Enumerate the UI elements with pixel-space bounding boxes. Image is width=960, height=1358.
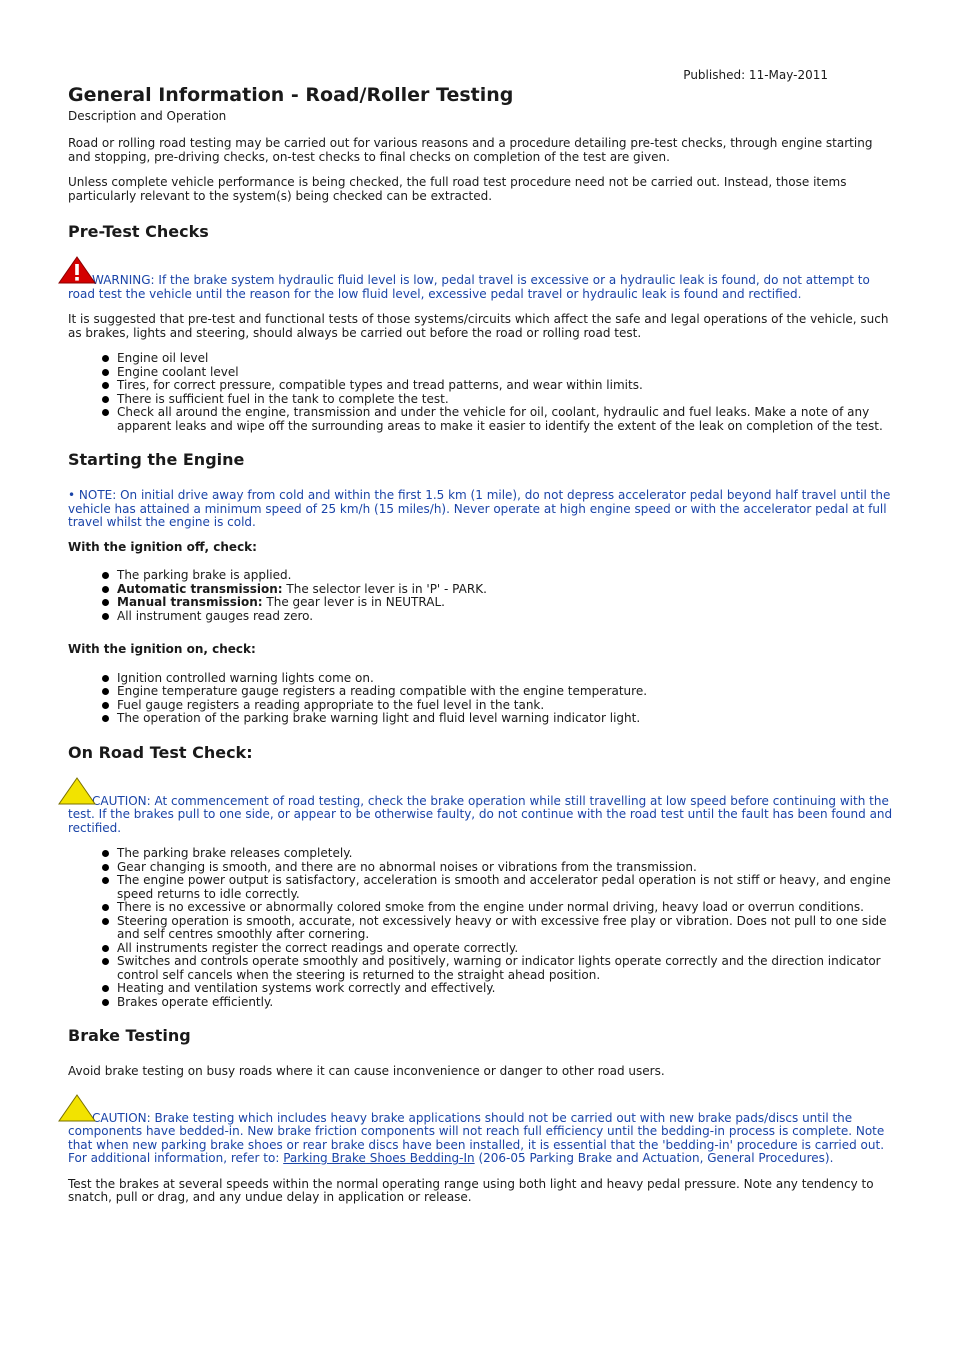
ignition-off-list	[68, 569, 894, 623]
item-text: The selector lever is in 'P' - PARK.	[282, 581, 487, 596]
brake-paragraph-1: Avoid brake testing on busy roads where it can cause inconvenience or danger to other road users.	[68, 1064, 665, 1078]
list-item: Engine oil level	[68, 352, 894, 366]
reference-prefix: For additional information, refer to:	[68, 1151, 284, 1165]
pretest-paragraph: It is suggested that pre-test and functional tests of those systems/circuits which affect the safe and legal operations of the vehicle, such as brakes, lights and steering, should always be carried out before the road or rolling road test.	[68, 312, 889, 340]
list-item: Fuel gauge registers a reading appropriate to the fuel level in the tank.	[68, 699, 894, 713]
list-item	[68, 596, 894, 610]
list-item: All instrument gauges read zero.	[68, 610, 894, 624]
bedding-in-link[interactable]: Parking Brake Shoes Bedding-In	[283, 1151, 475, 1165]
warning-block	[68, 274, 894, 301]
caution-block	[68, 1112, 894, 1166]
pretest-heading: Pre-Test Checks	[68, 222, 209, 241]
item-label: Manual transmission:	[117, 595, 263, 609]
list-item: Gear changing is smooth, and there are no abnormal noises or vibrations from the transmission.	[68, 861, 894, 875]
ignition-on-list	[68, 672, 894, 726]
page-title: General Information - Road/Roller Testing	[68, 84, 514, 106]
caution-text: CAUTION: Brake testing which includes heavy brake applications should not be carried out with new brake pads/discs until the components have bedded-in. New brake friction components will not reach full efficiency until the bedding-in process is complete. Note that when new parking brake shoes or rear brake discs have been installed, it is essential that the 'bedding-in' procedure is carried out.	[68, 1110, 885, 1152]
list-item: Steering operation is smooth, accurate, not excessively heavy or with excessive free play or vibration. Does not pull to one side and self centres smoothly after cornering.	[68, 915, 894, 942]
list-item: Engine temperature gauge registers a reading compatible with the engine temperature.	[68, 685, 894, 699]
warning-text: WARNING: If the brake system hydraulic fluid level is low, pedal travel is excessive or a hydraulic leak is found, do not attempt to road test the vehicle until the reason for the low fluid level, excessive pedal travel or hydraulic leak is found and rectified.	[68, 273, 870, 301]
item-label: Automatic transmission:	[117, 581, 283, 596]
brake-paragraph-2: Test the brakes at several speeds within the normal operating range using both light and heavy pedal pressure. Note any tendency to snatch, pull or drag, and any undue delay in application or release.	[68, 1176, 874, 1204]
item-text: The gear lever is in NEUTRAL.	[262, 595, 445, 609]
list-item: Ignition controlled warning lights come on.	[68, 672, 894, 686]
note-text: • NOTE: On initial drive away from cold and within the first 1.5 km (1 mile), do not depress accelerator pedal beyond half travel until the vehicle has attained a minimum speed of 25 km/h (15 miles/h). Never operate at high engine speed or with the accelerator pedal at full travel whilst the engine is cold.	[68, 488, 891, 529]
list-item: Tires, for correct pressure, compatible types and tread patterns, and wear within limits.	[68, 379, 894, 393]
page-subtitle: Description and Operation	[68, 109, 227, 123]
caution-text: CAUTION: At commencement of road testing, check the brake operation while still travelling at low speed before continuing with the test. If the brakes pull to one side, or appear to be otherwise faulty, do not continue with the road test until the fault has been found and rectified.	[68, 793, 893, 835]
reference-suffix: (206-05 Parking Brake and Actuation, General Procedures).	[474, 1151, 834, 1165]
list-item: The operation of the parking brake warning light and fluid level warning indicator light.	[68, 712, 894, 726]
list-item: The parking brake is applied.	[68, 569, 894, 583]
list-item: There is no excessive or abnormally colored smoke from the engine under normal driving, heavy load or overrun conditions.	[68, 901, 894, 915]
list-item: Brakes operate efficiently.	[68, 996, 894, 1010]
onroad-list	[68, 847, 894, 1009]
intro-paragraph-2: Unless complete vehicle performance is being checked, the full road test procedure need not be carried out. Instead, those items particularly relevant to the system(s) being checked can be extracted.	[68, 175, 847, 203]
caution-triangle-icon	[58, 1094, 96, 1122]
list-item: The engine power output is satisfactory, acceleration is smooth and accelerator pedal operation is not stiff or heavy, and engine speed returns to idle correctly.	[68, 874, 894, 901]
list-item: Check all around the engine, transmission and under the vehicle for oil, coolant, hydraulic and fuel leaks. Make a note of any apparent leaks and wipe off the surrounding areas to make it easier to identify the extent of the leak on completion of the test.	[68, 406, 894, 433]
onroad-heading: On Road Test Check:	[68, 742, 253, 762]
warning-triangle-icon	[58, 256, 96, 284]
starting-heading: Starting the Engine	[68, 450, 245, 469]
list-item: All instruments register the correct readings and operate correctly.	[68, 942, 894, 956]
ignition-off-heading: With the ignition off, check:	[68, 539, 257, 554]
list-item	[68, 583, 894, 597]
ignition-on-heading: With the ignition on, check:	[68, 642, 256, 656]
list-item: Heating and ventilation systems work correctly and effectively.	[68, 982, 894, 996]
list-item: Engine coolant level	[68, 366, 894, 380]
brake-heading: Brake Testing	[68, 1026, 191, 1045]
caution-triangle-icon	[58, 777, 96, 805]
pretest-list	[68, 352, 894, 433]
intro-paragraph-1: Road or rolling road testing may be carried out for various reasons and a procedure detailing pre-test checks, through engine starting and stopping, pre-driving checks, on-test checks to final checks on completion of the test are given.	[68, 136, 873, 164]
published-date: Published: 11-May-2011	[683, 68, 828, 82]
document-body	[68, 137, 894, 1217]
caution-block	[68, 795, 894, 836]
list-item: Switches and controls operate smoothly and positively, warning or indicator lights operate correctly and the direction indicator control self cancels when the steering is returned to the straight ahead position.	[68, 955, 894, 982]
list-item: There is sufficient fuel in the tank to complete the test.	[68, 393, 894, 407]
list-item: The parking brake releases completely.	[68, 847, 894, 861]
